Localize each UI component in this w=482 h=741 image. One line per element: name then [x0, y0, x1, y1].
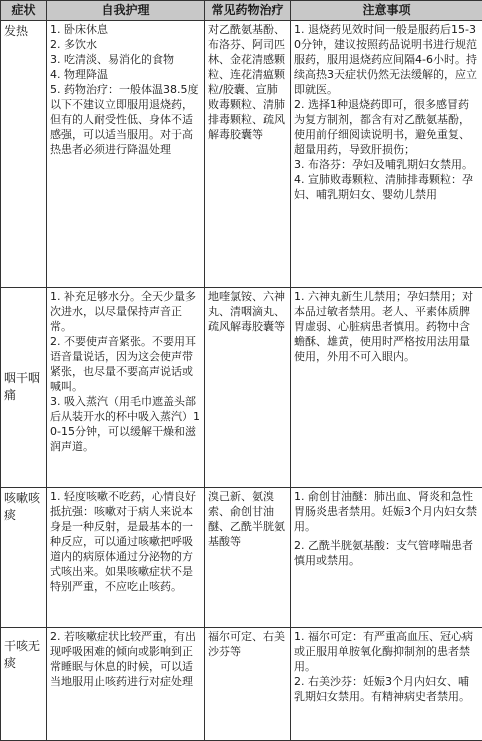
care-item: 2. 若咳嗽症状比较严重，有出现呼吸困难的倾向或影响到正常睡眠与休息的时候，可以适当地服用止咳药进行对症处理: [50, 630, 196, 688]
table-row: [1, 628, 482, 741]
drugs-cell: [205, 288, 291, 488]
care-item: 1. 卧床休息: [50, 23, 108, 36]
table-row: [1, 288, 482, 488]
care-item: 5. 药物治疗：一般体温38.5度以下不建议立即服用退烧药，但有的人耐受性低、身体不适感强，可以适当服用。对于高热患者必须进行降温处理: [50, 83, 199, 156]
symptom-sore-throat: 咽干咽痛: [4, 371, 41, 402]
note-item: 1. 福尔可定：有严重高血压、冠心病或正服用单胺氧化酶抑制剂的患者禁用。: [294, 630, 473, 673]
drug-list: 福尔可定、右美沙芬等: [208, 630, 285, 658]
note-item: 1. 六神丸新生儿禁用；孕妇禁用；对本品过敏者禁用。老人、平素体质脾胃虚弱、心脏病患者慎用。药物中含蟾酥、雄黄，使用时严格按用法用量使用，外用不可入眼内。: [294, 290, 473, 363]
drugs-cell: [205, 488, 291, 628]
note-item: 1. 退烧药见效时间一般是服药后15-30分钟，建议按照药品说明书进行规范服药，服用退烧药应间隔4-6小时。持续高热3天症状仍然无法缓解的，应立即就医。: [294, 23, 477, 96]
drugs-cell: [205, 628, 291, 741]
symptom-cell: [1, 488, 47, 628]
header-row: [1, 1, 482, 21]
care-item: 1. 轻度咳嗽不吃药，心情良好抵抗强：咳嗽对于病人来说本身是一种反射，是最基本的一种反应，可以通过咳嗽把呼吸道内的病原体通过分泌物的方式咳出来。如果咳嗽症状不是特别严重，不应吃止咳药。: [50, 490, 196, 593]
table-row: [1, 488, 482, 628]
drug-list: 对乙酰氨基酚、布洛芬、阿司匹林、金花清感颗粒、连花清瘟颗粒/胶囊、宣肺败毒颗粒、清肺排毒颗粒、疏风解毒胶囊等: [208, 23, 285, 141]
notes-cell: [291, 628, 482, 741]
drugs-cell: [205, 21, 291, 288]
symptom-fever: 发热: [4, 24, 29, 38]
care-cell: [47, 21, 205, 288]
note-item: 2. 选择1种退烧药即可，很多感冒药为复方制剂，都含有对乙酰氨基酚，使用前仔细阅读说明书，避免重复、超量用药，导致肝损伤；: [294, 98, 470, 156]
care-cell: [47, 488, 205, 628]
note-item: 2. 乙酰半胱氨基酸：支气管哮喘患者慎用或禁用。: [294, 539, 473, 567]
header-self-care: 自我护理: [47, 1, 205, 21]
notes-cell: [291, 288, 482, 488]
note-item: 1. 俞创甘油醚：肺出血、肾炎和急性胃肠炎患者禁用。妊娠3个月内妇女禁用。: [294, 490, 477, 533]
header-symptom: 症状: [1, 1, 47, 21]
note-item: 4. 宣肺败毒颗粒、清肺排毒颗粒：孕妇、哺乳期妇女、婴幼儿禁用: [294, 173, 473, 201]
header-drugs: 常见药物治疗: [205, 1, 291, 21]
symptom-cough-phlegm: 咳嗽咳痰: [4, 491, 41, 522]
note-item: 3. 布洛芬：孕妇及哺乳期妇女禁用。: [294, 158, 473, 171]
care-cell: [47, 288, 205, 488]
care-item: 1. 补充足够水分。全天少量多次进水，以尽量保持声音正常。: [50, 290, 196, 333]
table-row: [1, 21, 482, 288]
header-notes: 注意事项: [291, 1, 482, 21]
care-item: 2. 多饮水: [50, 38, 97, 51]
care-item: 2. 不要使声音紧张。不要用耳语音量说话，因为这会使声带紧张，也尽量不要高声说话或喊叫。: [50, 335, 196, 393]
drug-list: 地喹氯铵、六神丸、清咽滴丸、疏风解毒胶囊等: [208, 290, 285, 333]
notes-cell: [291, 488, 482, 628]
care-item: 3. 吸入蒸汽（用毛巾遮盖头部后从装开水的杯中吸入蒸汽）10-15分钟，可以缓解干燥和滋润声道。: [50, 395, 200, 453]
symptom-cell: [1, 21, 47, 288]
care-item: 3. 吃清淡、易消化的食物: [50, 53, 174, 66]
symptom-dry-cough: 干咳无痰: [4, 639, 41, 670]
notes-cell: [291, 21, 482, 288]
drug-list: 溴己新、氨溴索、俞创甘油醚、乙酰半胱氨基酸等: [208, 490, 285, 548]
symptom-cell: [1, 628, 47, 741]
care-cell: [47, 628, 205, 741]
care-item: 4. 物理降温: [50, 68, 108, 81]
symptom-cell: [1, 288, 47, 488]
note-item: 2. 右美沙芬：妊娠3个月内妇女、哺乳期妇女禁用。有精神病史者禁用。: [294, 675, 470, 703]
